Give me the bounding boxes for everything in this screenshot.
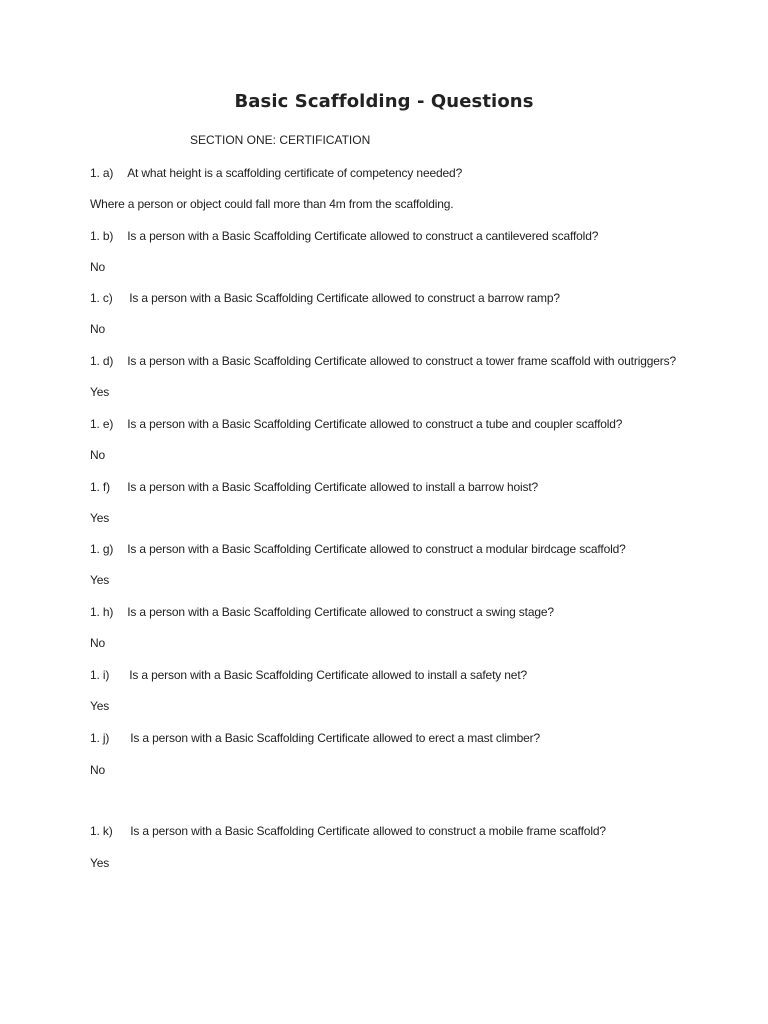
question-text: Is a person with a Basic Scaffolding Certificate allowed to erect a mast climber? (130, 731, 541, 745)
question-line (90, 668, 527, 682)
question-number: 1. a) (90, 166, 114, 180)
question-text: Is a person with a Basic Scaffolding Certificate allowed to construct a barrow ramp? (129, 291, 560, 305)
question-number: 1. e) (90, 417, 114, 431)
answer-text: Yes (90, 573, 110, 587)
question-text: Is a person with a Basic Scaffolding Certificate allowed to construct a swing stage? (127, 605, 554, 619)
page-title: Basic Scaffolding - Questions (234, 91, 534, 112)
question-line (90, 605, 554, 619)
answer-text: Yes (90, 511, 110, 525)
question-line (90, 166, 462, 180)
section-heading: SECTION ONE: CERTIFICATION (190, 133, 371, 147)
question-text: Is a person with a Basic Scaffolding Certificate allowed to construct a modular birdcage scaffold? (127, 542, 626, 556)
question-number: 1. i) (90, 668, 110, 682)
question-line (90, 731, 540, 745)
answer-text: No (90, 322, 106, 336)
question-line (90, 417, 622, 431)
answer-text: No (90, 260, 106, 274)
answer-text: Yes (90, 385, 110, 399)
question-line (90, 229, 598, 243)
question-number: 1. h) (90, 605, 114, 619)
question-text: Is a person with a Basic Scaffolding Certificate allowed to construct a tower frame scaffold with outriggers? (127, 354, 677, 368)
question-line (90, 291, 560, 305)
question-number: 1. f) (90, 480, 110, 494)
question-number: 1. b) (90, 229, 114, 243)
question-number: 1. j) (90, 731, 110, 745)
question-text: At what height is a scaffolding certificate of competency needed? (127, 166, 463, 180)
question-text: Is a person with a Basic Scaffolding Certificate allowed to install a barrow hoist? (127, 480, 539, 494)
question-line (90, 542, 626, 556)
question-number: 1. k) (90, 824, 113, 838)
answer-text: Where a person or object could fall more than 4m from the scaffolding. (90, 197, 454, 211)
answer-text: No (90, 763, 106, 777)
question-number: 1. c) (90, 291, 113, 305)
question-text: Is a person with a Basic Scaffolding Certificate allowed to construct a mobile frame scaffold? (130, 824, 606, 838)
answer-text: Yes (90, 699, 110, 713)
answer-text: No (90, 636, 106, 650)
question-number: 1. g) (90, 542, 114, 556)
question-line (90, 354, 676, 368)
question-text: Is a person with a Basic Scaffolding Certificate allowed to install a safety net? (129, 668, 528, 682)
question-text: Is a person with a Basic Scaffolding Certificate allowed to construct a tube and coupler scaffold? (127, 417, 623, 431)
answer-text: Yes (90, 856, 110, 870)
question-text: Is a person with a Basic Scaffolding Certificate allowed to construct a cantilevered scaffold? (127, 229, 599, 243)
question-line (90, 824, 606, 838)
question-number: 1. d) (90, 354, 114, 368)
question-line (90, 480, 538, 494)
answer-text: No (90, 448, 106, 462)
